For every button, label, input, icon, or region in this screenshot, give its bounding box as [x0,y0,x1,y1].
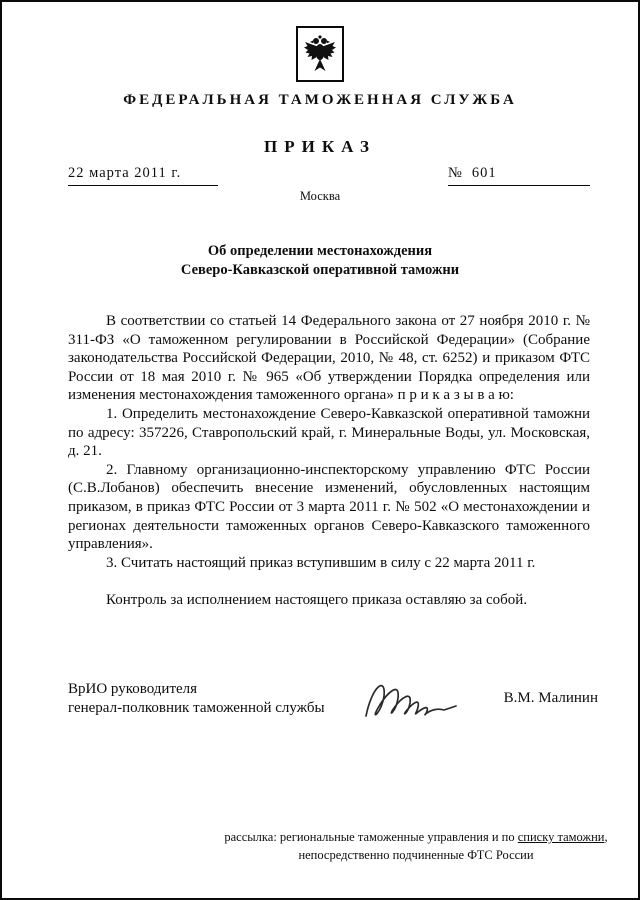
doc-date: 22 марта 2011 г. [68,165,218,186]
body-paragraph: В соответствии со статьей 14 Федерального закона от 27 ноября 2010 г. № 311-ФЗ «О таможенном регулировании в Российской Федерации» (Собрание законодательства Российской Федерации, 2010, № 48, ст. 6252) и приказом ФТС России от 18 мая 2010 г. № 965 «Об утверждении Порядка определения или изменения местонахождения таможенного органа» п р и к а з ы в а ю: [68,313,590,404]
footer-line-2: непосредственно подчиненные ФТС России [298,848,534,862]
footer-line-1: рассылка: региональные таможенные управления и по списку таможни, [224,830,608,844]
footer-underlined-text: списку таможни [517,830,605,844]
number-sign: № [448,165,462,181]
signer-role-line-1: ВрИО руководителя [68,680,198,697]
control-paragraph: Контроль за исполнением настоящего приказа оставляю за собой. [106,592,528,609]
signer-role [68,680,356,718]
body-paragraph: 3. Считать настоящий приказ вступившим в силу с 22 марта 2011 г. [106,554,536,571]
handwritten-signature-icon [356,668,476,730]
body-paragraph: 1. Определить местонахождение Северо-Кавказской оперативной таможни по адресу: 357226, Ставропольский край, г. Минеральные Воды, ул. Московская, д. 21. [68,405,590,460]
order-title [2,242,638,280]
coat-of-arms [296,26,344,82]
signature-block [68,668,598,730]
agency-name: ФЕДЕРАЛЬНАЯ ТАМОЖЕННАЯ СЛУЖБА [123,92,517,108]
city-label: Москва [299,189,341,203]
signer-name: В.М. Малинин [503,690,598,707]
number-value: 601 [471,165,497,181]
date-number-row [2,165,638,186]
signer-role-line-2: генерал-полковник таможенной службы [68,699,325,716]
doc-number [448,165,590,186]
order-body [68,312,590,572]
body-paragraph: 2. Главному организационно-инспекторскому управлению ФТС России (С.В.Лобанов) обеспечить внесение изменений, обусловленных настоящим приказом, в приказ ФТС России от 3 марта 2011 г. № 502 «О местонахождении и регионах деятельности таможенных органов Северо-Кавказского таможенного управления». [68,461,590,553]
order-title-line-2: Северо-Кавказской оперативной таможни [180,262,460,278]
order-title-line-1: Об определении местонахождения [207,243,433,259]
distribution-footer [220,828,612,864]
double-headed-eagle-icon [303,33,337,75]
doc-type-heading: ПРИКАЗ [264,137,376,156]
